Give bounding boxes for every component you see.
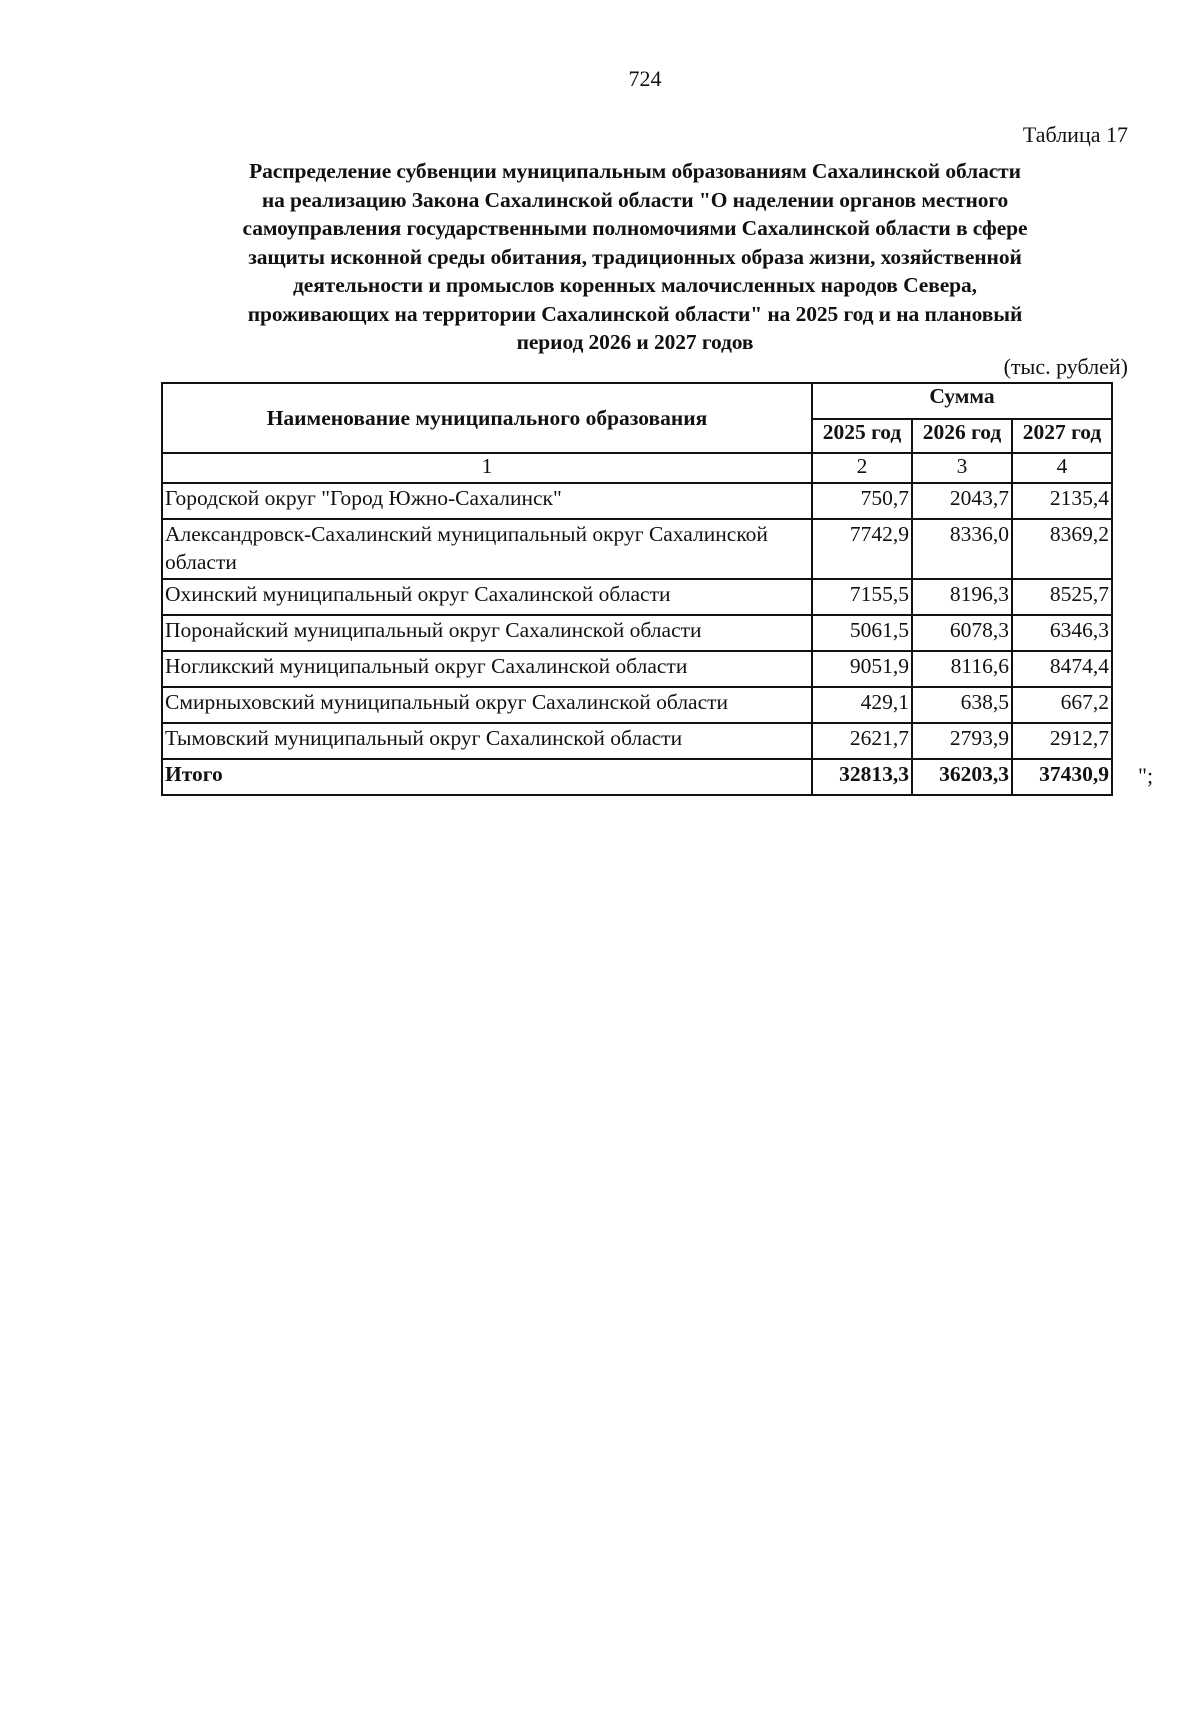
table-row: [162, 723, 1112, 759]
value-2027: 667,2: [1012, 687, 1112, 723]
value-2025: 5061,5: [812, 615, 912, 651]
column-number: 4: [1012, 453, 1112, 483]
total-2025: 32813,3: [812, 759, 912, 795]
municipality-name: Поронайский муниципальный округ Сахалинской области: [162, 615, 812, 651]
subvention-table: [161, 382, 1113, 796]
title-line: деятельности и промыслов коренных малочисленных народов Севера,: [293, 273, 977, 297]
value-2025: 7742,9: [812, 519, 912, 579]
value-2026: 8196,3: [912, 579, 1012, 615]
value-2027: 8369,2: [1012, 519, 1112, 579]
header-sum: Сумма: [812, 383, 1112, 419]
total-2027: 37430,9: [1012, 759, 1112, 795]
value-2026: 8116,6: [912, 651, 1012, 687]
value-2026: 2793,9: [912, 723, 1012, 759]
table-row: [162, 615, 1112, 651]
title-line: самоуправления государственными полномочиями Сахалинской области в сфере: [242, 216, 1028, 240]
units-label: (тыс. рублей): [1003, 354, 1128, 379]
value-2025: 750,7: [812, 483, 912, 519]
header-name: Наименование муниципального образования: [162, 383, 812, 453]
table-row: [162, 687, 1112, 723]
table-row: [162, 651, 1112, 687]
title-line: Распределение субвенции муниципальным образованиям Сахалинской области: [249, 159, 1021, 183]
value-2027: 8474,4: [1012, 651, 1112, 687]
title-line: на реализацию Закона Сахалинской области "О наделении органов местного: [261, 187, 1009, 212]
municipality-name: Тымовский муниципальный округ Сахалинской области: [162, 723, 812, 759]
value-2025: 7155,5: [812, 579, 912, 615]
value-2027: 8525,7: [1012, 579, 1112, 615]
header-year-2027: 2027 год: [1012, 419, 1112, 453]
title-line: проживающих на территории Сахалинской области" на 2025 год и на плановый: [247, 301, 1023, 326]
municipality-name: Александровск-Сахалинский муниципальный округ Сахалинской области: [162, 519, 812, 579]
municipality-name: Смирныховский муниципальный округ Сахалинской области: [162, 687, 812, 723]
table-row: [162, 483, 1112, 519]
table-row: [162, 579, 1112, 615]
table-label: Таблица 17: [1022, 122, 1128, 147]
value-2026: 2043,7: [912, 483, 1012, 519]
value-2026: 638,5: [912, 687, 1012, 723]
column-number: 1: [162, 453, 812, 483]
value-2027: 6346,3: [1012, 615, 1112, 651]
column-number: 2: [812, 453, 912, 483]
header-year-2026: 2026 год: [912, 419, 1012, 453]
title-line: период 2026 и 2027 годов: [516, 330, 754, 354]
closing-quote: ";: [1138, 763, 1154, 788]
value-2026: 6078,3: [912, 615, 1012, 651]
value-2025: 9051,9: [812, 651, 912, 687]
column-number-row: [162, 453, 1112, 483]
municipality-name: Городской округ "Город Южно-Сахалинск": [162, 483, 812, 519]
value-2027: 2135,4: [1012, 483, 1112, 519]
header-year-2025: 2025 год: [812, 419, 912, 453]
document-title: [160, 157, 1110, 357]
column-number: 3: [912, 453, 1012, 483]
total-label: Итого: [162, 759, 812, 795]
total-row: [162, 759, 1112, 795]
page-number: 724: [628, 66, 662, 91]
table-row: [162, 519, 1112, 579]
municipality-name: Ногликский муниципальный округ Сахалинской области: [162, 651, 812, 687]
municipality-name: Охинский муниципальный округ Сахалинской области: [162, 579, 812, 615]
value-2027: 2912,7: [1012, 723, 1112, 759]
value-2026: 8336,0: [912, 519, 1012, 579]
value-2025: 429,1: [812, 687, 912, 723]
title-line: защиты исконной среды обитания, традиционных образа жизни, хозяйственной: [248, 244, 1022, 269]
total-2026: 36203,3: [912, 759, 1012, 795]
value-2025: 2621,7: [812, 723, 912, 759]
